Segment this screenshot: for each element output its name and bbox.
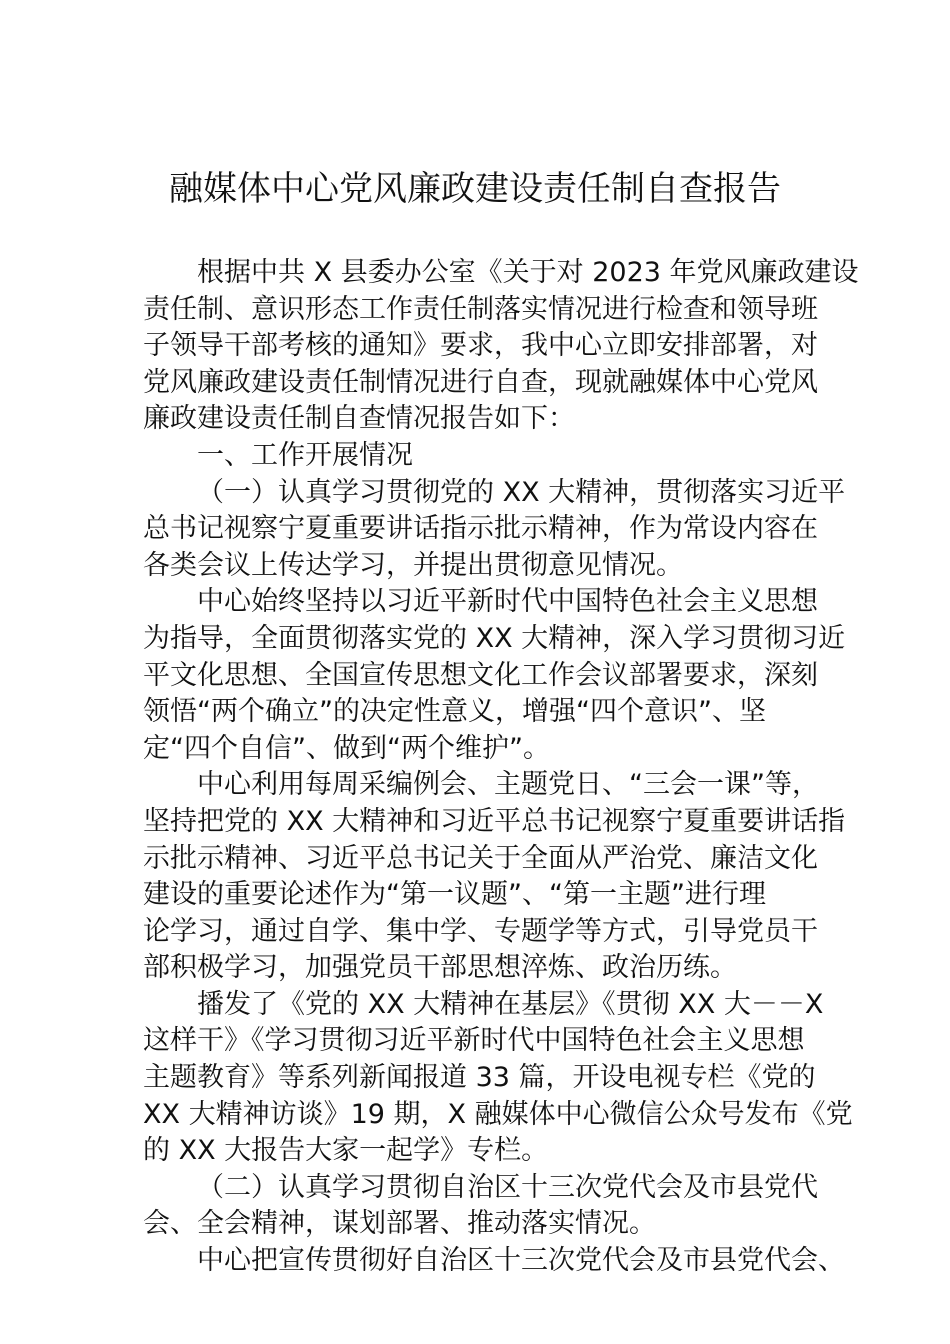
text-line: 主题教育》等系列新闻报道 33 篇，开设电视专栏《党的 (143, 1062, 816, 1094)
text-line: 中心把宣传贯彻好自治区十三次党代会及市县党代会、 (197, 1245, 845, 1277)
text-line: 建设的重要论述作为“第一议题”、“第一主题”进行理 (143, 879, 766, 911)
document-title: 融媒体中心党风廉政建设责任制自查报告 (169, 169, 781, 209)
text-line: 这样干》《学习贯彻习近平新时代中国特色社会主义思想 (143, 1025, 805, 1057)
text-line: 责任制、意识形态工作责任制落实情况进行检查和领导班 (143, 293, 818, 325)
text-line: 各类会议上传达学习，并提出贯彻意见情况。 (143, 549, 683, 581)
text-line: 播发了《党的 XX 大精神在基层》《贯彻 XX 大－－X (197, 988, 824, 1020)
text-line: 为指导，全面贯彻落实党的 XX 大精神，深入学习贯彻习近 (143, 622, 846, 654)
text-line: 子领导干部考核的通知》要求，我中心立即安排部署，对 (143, 330, 818, 362)
text-line: （一）认真学习贯彻党的 XX 大精神，贯彻落实习近平 (197, 476, 846, 508)
text-line: 根据中共 X 县委办公室《关于对 2023 年党风廉政建设 (197, 257, 859, 288)
text-line: 示批示精神、习近平总书记关于全面从严治党、廉洁文化 (143, 842, 818, 874)
text-line: 领悟“两个确立”的决定性意义，增强“四个意识”、坚 (143, 696, 766, 728)
text-line: 中心利用每周采编例会、主题党日、“三会一课”等， (197, 769, 819, 801)
text-line: 定“四个自信”、做到“两个维护”。 (143, 732, 550, 764)
text-line: 一、工作开展情况 (197, 439, 413, 471)
text-line: 坚持把党的 XX 大精神和习近平总书记视察宁夏重要讲话指 (143, 805, 846, 837)
text-line: 的 XX 大报告大家一起学》专栏。 (143, 1135, 549, 1167)
text-line: 总书记视察宁夏重要讲话指示批示精神，作为常设内容在 (143, 513, 818, 545)
text-line: 中心始终坚持以习近平新时代中国特色社会主义思想 (197, 586, 818, 618)
text-line: 会、全会精神，谋划部署、推动落实情况。 (143, 1208, 656, 1240)
text-line: 论学习，通过自学、集中学、专题学等方式，引导党员干 (143, 915, 818, 947)
text-line: XX 大精神访谈》19 期，X 融媒体中心微信公众号发布《党 (143, 1098, 853, 1130)
text-line: （二）认真学习贯彻自治区十三次党代会及市县党代 (197, 1171, 818, 1203)
text-line: 平文化思想、全国宣传思想文化工作会议部署要求，深刻 (143, 659, 818, 691)
text-line: 部积极学习，加强党员干部思想淬炼、政治历练。 (143, 952, 737, 984)
text-line: 党风廉政建设责任制情况进行自查，现就融媒体中心党风 (143, 366, 818, 398)
document-body (143, 255, 859, 1280)
text-line: 廉政建设责任制自查情况报告如下： (143, 403, 575, 435)
